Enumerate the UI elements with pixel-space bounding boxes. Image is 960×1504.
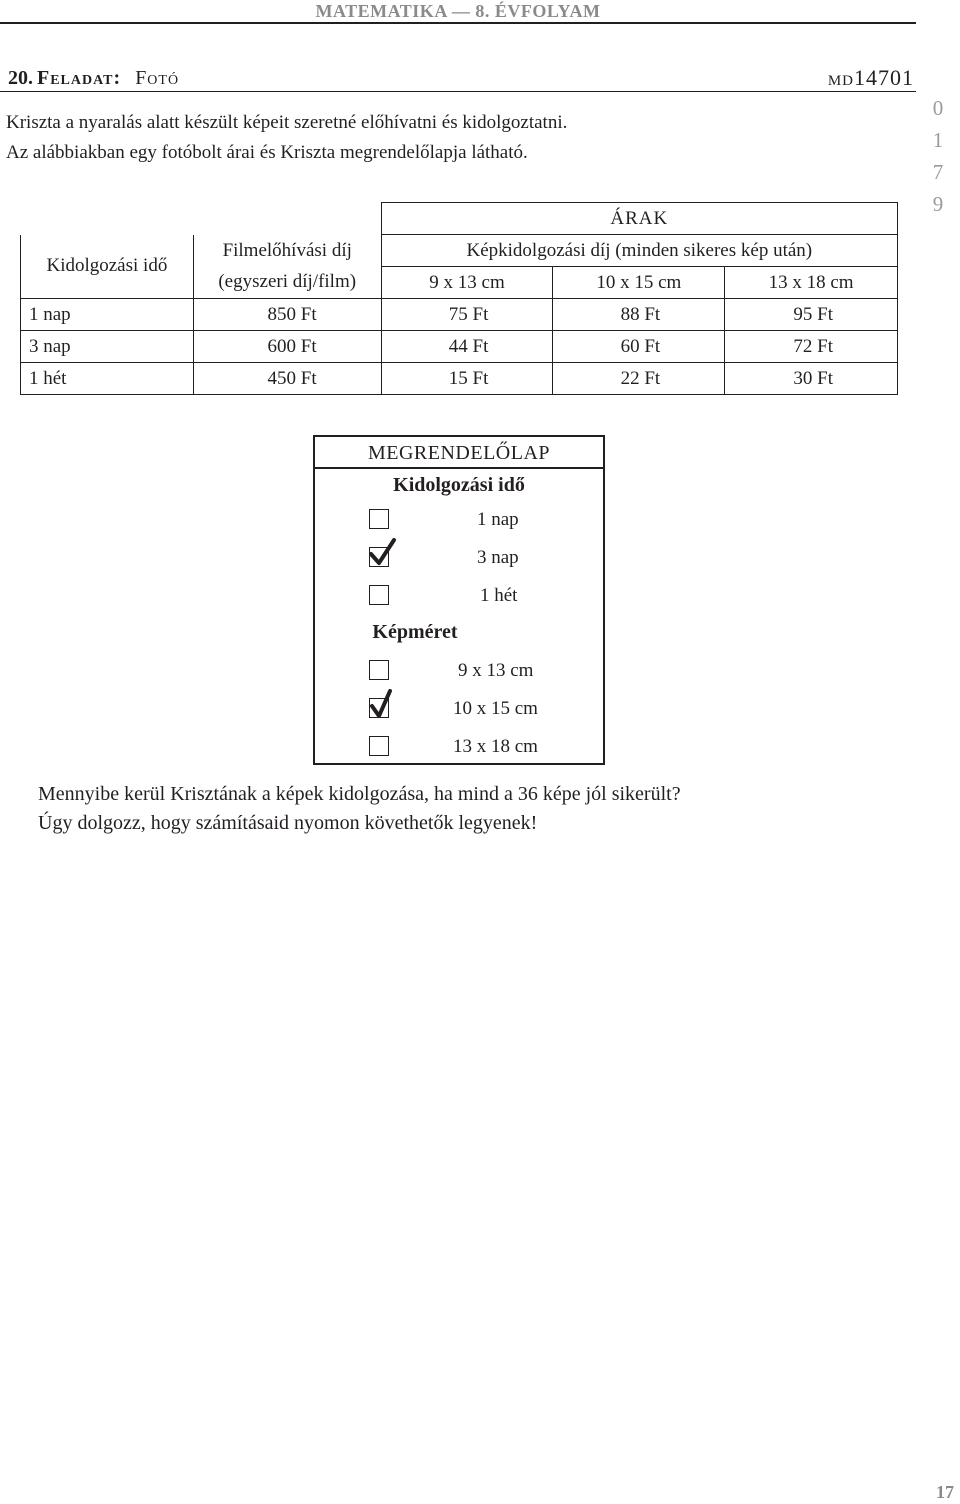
price-table <box>20 202 898 395</box>
checkmark-icon <box>368 538 398 568</box>
running-header: MATEMATIKA — 8. ÉVFOLYAM <box>0 0 916 24</box>
cell-photo-price: 95 Ft <box>725 299 898 331</box>
table-row <box>21 331 898 363</box>
cell-photo-price: 15 Ft <box>381 363 553 395</box>
time-heading: Kidolgozási idő <box>393 474 525 496</box>
cell-time: 3 nap <box>21 331 194 363</box>
intro-line: Kriszta a nyaralás alatt készült képeit szeretné előhívatni és kidolgoztatni. <box>6 112 568 133</box>
cell-photo-price: 30 Ft <box>725 363 898 395</box>
scoring-code: 0 <box>932 96 944 120</box>
task-title-bar <box>0 66 916 92</box>
cell-photo-price: 60 Ft <box>553 331 725 363</box>
intro-text <box>6 108 567 168</box>
option-label: 1 nap <box>477 509 519 530</box>
scoring-codes <box>928 92 948 220</box>
option-label: 10 x 15 cm <box>453 698 538 719</box>
size-heading: Képméret <box>372 621 458 643</box>
cell-film-price: 450 Ft <box>193 363 381 395</box>
order-form-title: MEGRENDELŐLAP <box>315 437 603 469</box>
cell-photo-price: 75 Ft <box>381 299 553 331</box>
task-label: Feladat: <box>37 67 122 89</box>
scoring-code: 9 <box>932 192 944 216</box>
col-header-film <box>193 235 381 299</box>
col-header-film-line: Filmelőhívási díj <box>222 240 352 262</box>
empty-corner <box>21 203 382 235</box>
cell-time: 1 hét <box>21 363 194 395</box>
cell-photo-price: 44 Ft <box>381 331 553 363</box>
table-row <box>21 363 898 395</box>
option-label: 13 x 18 cm <box>453 736 538 757</box>
cell-photo-price: 72 Ft <box>725 331 898 363</box>
cell-time: 1 nap <box>21 299 194 331</box>
option-label: 3 nap <box>477 547 519 568</box>
checkbox-13x18[interactable] <box>369 736 389 756</box>
scoring-code: 7 <box>932 160 944 184</box>
task-title <box>8 66 179 90</box>
cell-film-price: 850 Ft <box>193 299 381 331</box>
task-name: Fotó <box>135 67 180 89</box>
scoring-code: 1 <box>932 128 944 152</box>
page-number: 17 <box>936 1482 954 1502</box>
cell-photo-price: 88 Ft <box>553 299 725 331</box>
cell-film-price: 600 Ft <box>193 331 381 363</box>
question-line: Úgy dolgozz, hogy számításaid nyomon követhetők legyenek! <box>38 812 538 834</box>
col-header-photo: Képkidolgozási díj (minden sikeres kép után) <box>381 235 897 267</box>
group-header-prices: ÁRAK <box>381 203 897 235</box>
size-header: 9 x 13 cm <box>381 267 553 299</box>
question-text <box>38 780 681 838</box>
checkbox-1-nap[interactable] <box>369 509 389 529</box>
size-header: 13 x 18 cm <box>725 267 898 299</box>
task-number: 20. <box>8 67 33 89</box>
task-code: md14701 <box>827 65 914 90</box>
col-header-film-line: (egyszeri díj/film) <box>218 271 357 293</box>
checkbox-10x15[interactable] <box>369 698 389 718</box>
intro-line: Az alábbiakban egy fotóbolt árai és Kriszta megrendelőlapja látható. <box>6 142 528 163</box>
table-row <box>21 299 898 331</box>
checkbox-9x13[interactable] <box>369 660 389 680</box>
order-form <box>313 435 605 765</box>
size-header: 10 x 15 cm <box>553 267 725 299</box>
checkbox-1-het[interactable] <box>369 585 389 605</box>
option-label: 1 hét <box>480 585 518 606</box>
checkmark-icon <box>368 689 398 719</box>
cell-photo-price: 22 Ft <box>553 363 725 395</box>
option-label: 9 x 13 cm <box>458 660 534 681</box>
question-line: Mennyibe kerül Krisztának a képek kidolgozása, ha mind a 36 képe jól sikerült? <box>38 783 681 805</box>
checkbox-3-nap[interactable] <box>369 547 389 567</box>
col-header-time: Kidolgozási idő <box>21 235 194 299</box>
